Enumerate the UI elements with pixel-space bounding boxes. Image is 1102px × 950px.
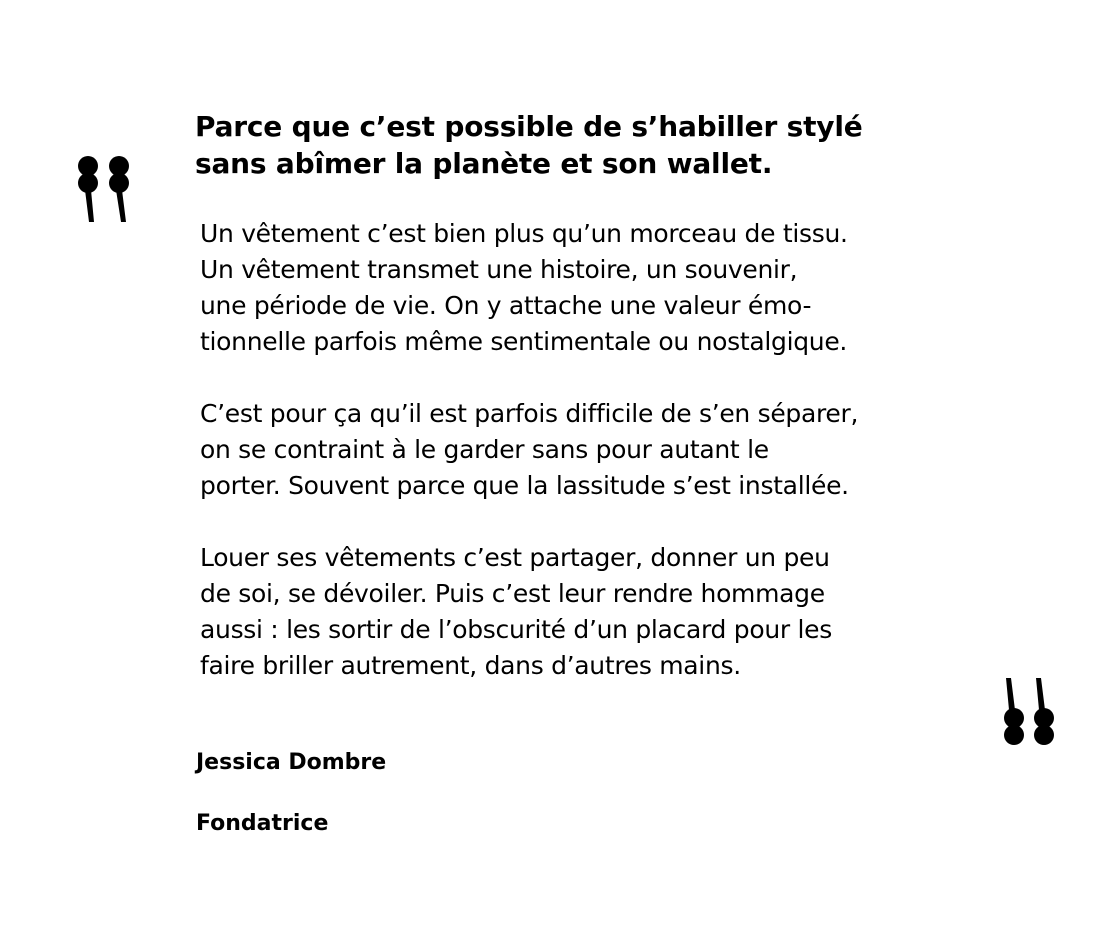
paragraph-line: de soi, se dévoiler. Puis c’est leur rendre hommage [200,579,825,608]
paragraph-3 [200,540,1060,684]
paragraph-line: Un vêtement c’est bien plus qu’un morceau de tissu. [200,219,848,248]
paragraph-line: aussi : les sortir de l’obscurité d’un placard pour les [200,615,832,644]
quote-body [200,216,1060,720]
paragraph-2 [200,396,1060,504]
paragraph-line: une période de vie. On y attache une valeur émo- [200,291,812,320]
author-role: Fondatrice [196,811,329,836]
paragraph-line: porter. Souvent parce que la lassitude s’est installée. [200,471,849,500]
paragraph-line: tionnelle parfois même sentimentale ou nostalgique. [200,327,848,356]
author-name: Jessica Dombre [196,750,387,775]
paragraph-line: Un vêtement transmet une histoire, un souvenir, [200,255,798,284]
quote-open-icon [76,152,132,224]
headline-line-2: sans abîmer la planète et son wallet. [195,147,773,180]
quote-headline [195,108,995,182]
paragraph-line: Louer ses vêtements c’est partager, donner un peu [200,543,830,572]
paragraph-line: faire briller autrement, dans d’autres mains. [200,651,741,680]
paragraph-line: C’est pour ça qu’il est parfois difficile de s’en séparer, [200,399,859,428]
paragraph-1 [200,216,1060,360]
paragraph-line: on se contraint à le garder sans pour autant le [200,435,769,464]
headline-line-1: Parce que c’est possible de s’habiller stylé [195,110,863,143]
